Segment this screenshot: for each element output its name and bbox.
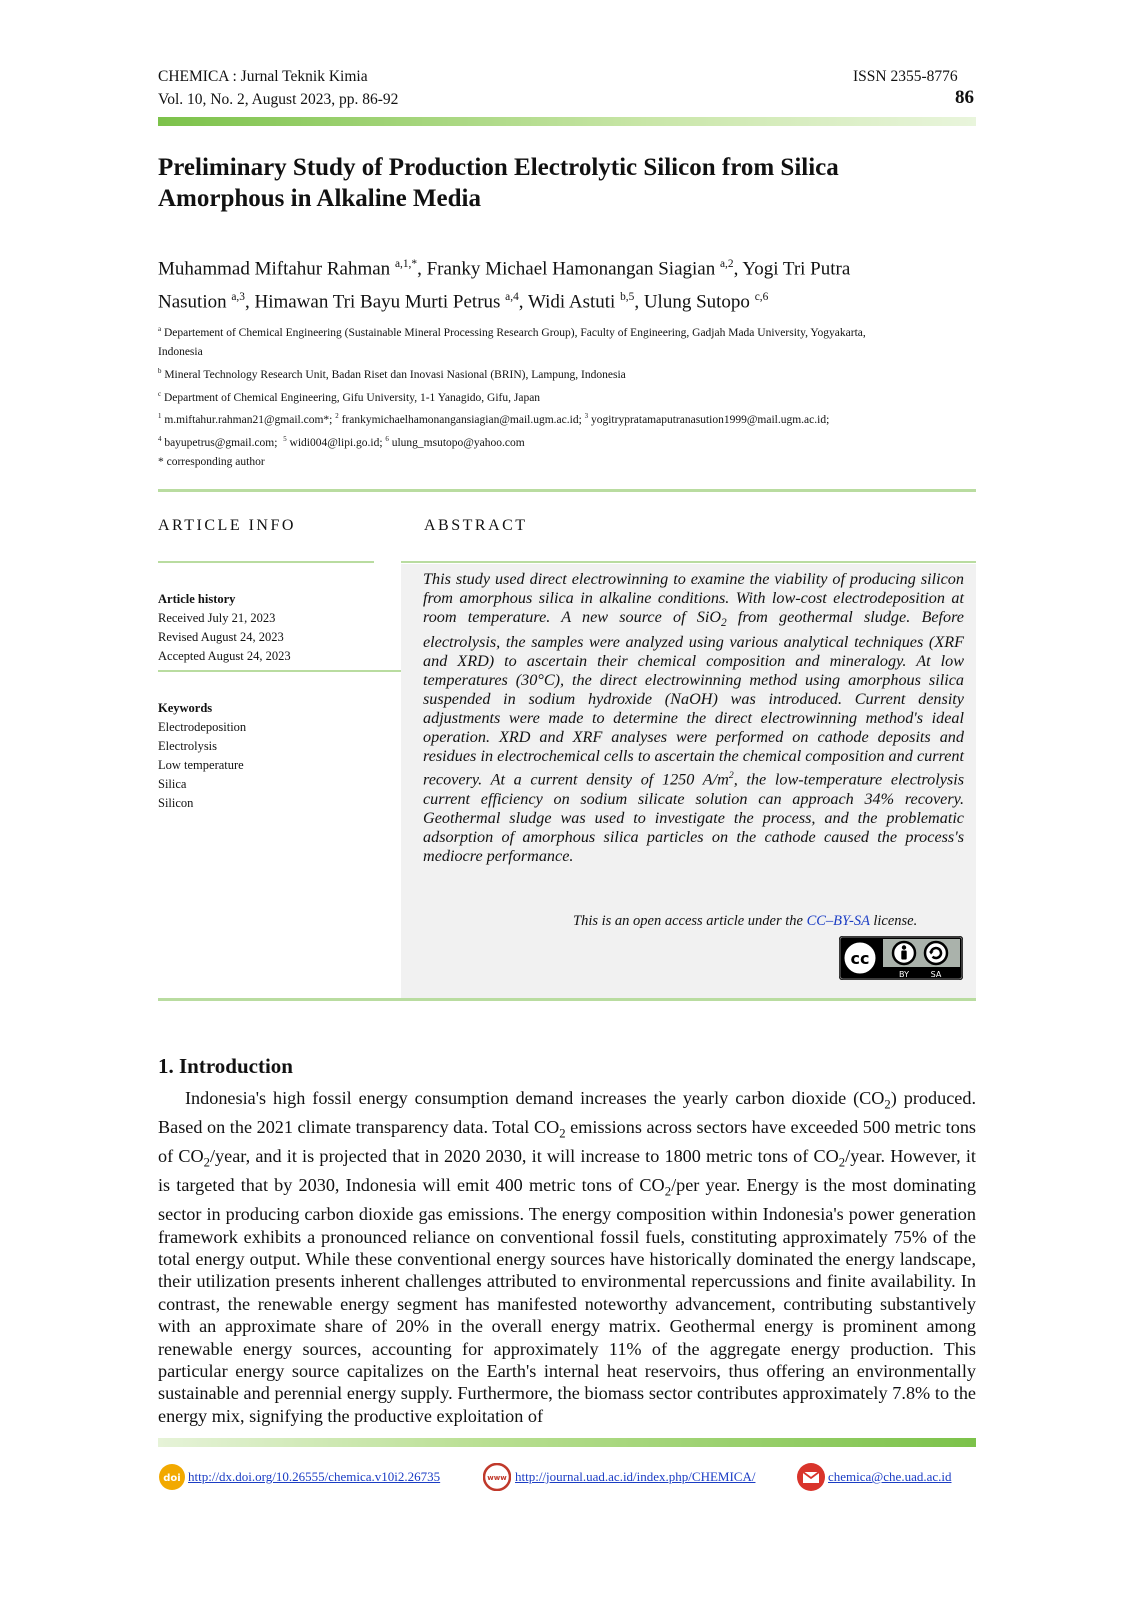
license-suffix: license. bbox=[869, 913, 918, 929]
footer-bar bbox=[158, 1438, 976, 1447]
cc-license-icon bbox=[839, 936, 963, 980]
keyword: Electrodeposition bbox=[158, 720, 247, 734]
cc-by-label: BY bbox=[899, 970, 909, 979]
header-bar bbox=[158, 117, 976, 126]
email-icon bbox=[796, 1462, 826, 1492]
svg-text:cc: cc bbox=[850, 949, 870, 968]
divider bbox=[158, 998, 976, 1001]
cc-by-sa-badge[interactable] bbox=[839, 936, 963, 980]
received-date: Received July 21, 2023 bbox=[158, 611, 276, 625]
affiliation-c: Department of Chemical Engineering, Gifu University, 1-1 Yanagido, Gifu, Japan bbox=[163, 391, 541, 404]
www-icon-label: www bbox=[487, 1474, 507, 1482]
author-emails-2: $^4$ bayupetrus@gmail.com; $^5$ widi004@lipi.go.id; $^6$ ulung_msutopo@yahoo.com bbox=[158, 436, 525, 450]
journal-website-link[interactable]: http://journal.uad.ac.id/index.php/CHEMICA/ bbox=[515, 1469, 756, 1484]
license-link[interactable]: CC–BY-SA bbox=[806, 913, 870, 929]
affiliation-a: Departement of Chemical Engineering (Sustainable Mineral Processing Research Group), Faculty of Engineering, Gadjah Mada University, Yogyakarta, bbox=[163, 326, 866, 339]
abstract-text: This study used direct electrowinning to examine the viability of producing silicon from amorphous silica in alkaline conditions. With low-cost electrodeposition at room temperature. A new source of SiO$_2$ from geothermal sludge. Before electrolysis, the samples were analyzed using various analytical techniques (XRF and XRD) to ascertain their chemical composition and mineralogy. At low temperatures (30°C), the direct electrowinning method using amorphous silica suspended in sodium hydroxide (NaOH) was introduced. Current density adjustments were made to determine the direct electrowinning method's ideal operation. XRD and XRF analyses were performed on cathode deposits and residues in electrochemical cells to ascertain the chemical composition and current recovery. At a current density of 1250 $A/m^2$, the low-temperature electrolysis current efficiency on sodium silicate solution can approach 34% recovery. Geothermal sludge was used to investigate the process, and the problematic adsorption of amorphous silica particles on the cathode caused the process's mediocre performance. bbox=[423, 570, 964, 865]
keyword: Silicon bbox=[158, 796, 194, 810]
page-number: 86 bbox=[955, 87, 974, 108]
title-line-2: Amorphous in Alkaline Media bbox=[158, 185, 481, 212]
article-history-label: Article history bbox=[158, 592, 236, 606]
cc-sa-label: SA bbox=[930, 970, 942, 979]
article-history bbox=[158, 590, 378, 666]
divider bbox=[158, 670, 401, 672]
keywords-label: Keywords bbox=[158, 701, 213, 715]
author-list: Muhammad Miftahur Rahman $^{a,1,*}$, Franky Michael Hamonangan Siagian $^{a,2}$, Yogi Tri Putra Nasution $^{a,3}$, Himawan Tri Bayu Murti Petrus $^{a,4}$, Widi Astuti $^{b,5}$, Ulung Sutopo $^{c,6}$ bbox=[158, 258, 851, 313]
keyword: Electrolysis bbox=[158, 739, 218, 753]
journal-name: CHEMICA : Jurnal Teknik Kimia bbox=[158, 68, 368, 85]
introduction-paragraph: Indonesia's high fossil energy consumption demand increases the yearly carbon dioxide $(CO_2)$ produced. Based on the 2021 climate transparency data. Total $CO_2$ emissions across sectors have exceeded 500 metric tons of $CO_2$/year, and it is projected that in 2020 2030, it will increase to 1800 metric tons of $CO_2$/year. However, it is targeted that by 2030, Indonesia will emit 400 metric tons of $CO_2$/per year. Energy is the most dominating sector in producing carbon dioxide gas emissions. The energy composition within Indonesia's power generation framework exhibits a pronounced reliance on conventional fossil fuels, constituting approximately 75% of the total energy output. While these conventional energy sources have historically dominated the energy landscape, their utilization presents inherent challenges attributed to environmental repercussions and finite availability. In contrast, the renewable energy segment has manifested noteworthy advancement, contributing substantively with an approximate share of 20% in the overall energy matrix. Geothermal energy is prominent among renewable energy sources, accounting for approximately 11% of the aggregate energy production. This particular energy source capitalizes on the Earth's internal heat reservoirs, thus offering an environmentally sustainable and perennial energy supply. Furthermore, the biomass sector contributes approximately 7.8% to the energy mix, signifying the productive exploitation of bbox=[158, 1088, 977, 1426]
doi-icon-label: doi bbox=[163, 1473, 181, 1484]
paper-title bbox=[158, 152, 978, 214]
keyword: Low temperature bbox=[158, 758, 244, 772]
author-emails-1: $^1$ m.miftahur.rahman21@gmail.com*; $^2$ frankymichaelhamonangansiagian@mail.ugm.ac.id; $^3$ yogitrypratamaputranasution1999@mail.ugm.ac.id; bbox=[158, 413, 830, 427]
affiliation-b: Mineral Technology Research Unit, Badan Riset dan Inovasi Nasional (BRIN), Lampung, Indonesia bbox=[164, 368, 626, 381]
doi-icon bbox=[158, 1463, 186, 1491]
license-note bbox=[573, 913, 917, 930]
accepted-date: Accepted August 24, 2023 bbox=[158, 649, 291, 663]
divider bbox=[401, 561, 976, 563]
license-prefix: This is an open access article under the bbox=[573, 913, 807, 929]
corresponding-note: * corresponding author bbox=[158, 456, 265, 469]
title-line-1: Preliminary Study of Production Electrolytic Silicon from Silica bbox=[158, 154, 839, 181]
revised-date: Revised August 24, 2023 bbox=[158, 630, 284, 644]
keywords-block bbox=[158, 699, 378, 813]
web-icon bbox=[483, 1463, 511, 1491]
divider bbox=[158, 561, 374, 563]
article-info-heading: ARTICLE INFO bbox=[158, 517, 296, 534]
email-link[interactable]: chemica@che.uad.ac.id bbox=[828, 1469, 952, 1484]
keyword: Silica bbox=[158, 777, 187, 791]
affiliations: $^a$ Departement of Chemical Engineering (Sustainable Mineral Processing Research Group), Faculty of Engineering, Gadjah Mada University, Yogyakarta, Indonesia $^b$ Mineral Technology Research Unit, Badan Riset dan Inovasi Nasional (BRIN), Lampung, Indonesia $^c$ Department of Chemical Engineering, Gifu University, 1-1 Yanagido, Gifu, Japan $^1$ m.miftahur.rahman21@gmail.com*; $^2$ frankymichaelhamonangansiagian@mail.ugm.ac.id; $^3$ yogitrypratamaputranasution1999@mail.ugm.ac.id; $^4$ bayupetrus@gmail.com; $^5$ widi004@lipi.go.id; $^6$ ulung_msutopo@yahoo.com * corresponding author bbox=[158, 320, 978, 472]
issn: ISSN 2355-8776 bbox=[853, 68, 958, 85]
divider bbox=[158, 489, 976, 492]
journal-volume: Vol. 10, No. 2, August 2023, pp. 86-92 bbox=[158, 91, 399, 108]
abstract-heading: ABSTRACT bbox=[424, 517, 528, 534]
section-heading: 1. Introduction bbox=[158, 1054, 293, 1078]
doi-link[interactable]: http://dx.doi.org/10.26555/chemica.v10i2.26735 bbox=[188, 1469, 441, 1484]
affiliation-a-country: Indonesia bbox=[158, 345, 203, 358]
